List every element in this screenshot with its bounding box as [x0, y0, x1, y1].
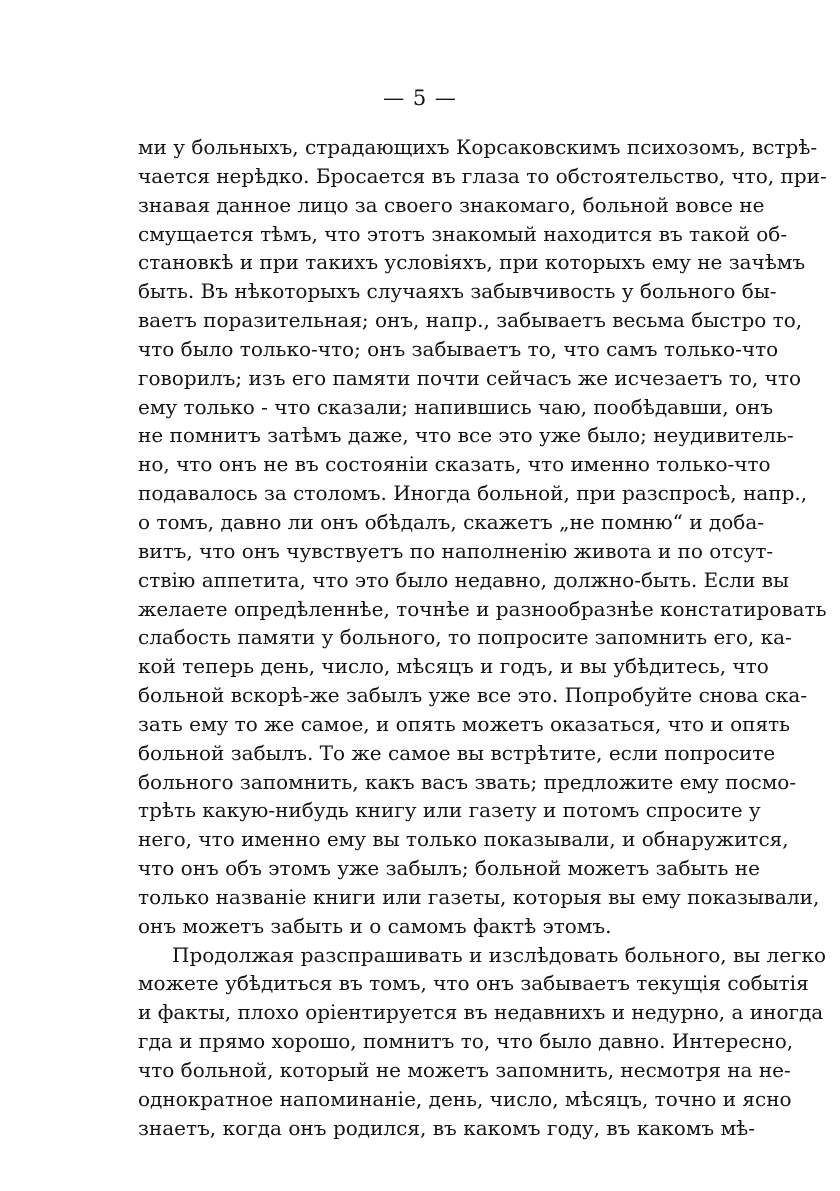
text-line: знавая данное лицо за своего знакомаго, больной вовсе не	[138, 192, 765, 217]
text-line: гда и прямо хорошо, помнитъ то, что было давно. Интересно,	[138, 1029, 794, 1054]
text-line: о томъ, давно ли онъ обѣдалъ, скажетъ „не помню“ и доба-	[138, 509, 765, 534]
text-line: подавалось за столомъ. Иногда больной, при разспросѣ, напр.,	[138, 481, 808, 506]
text-line: витъ, что онъ чувствуетъ по наполненію живота и по отсут-	[138, 538, 774, 563]
paragraph-1	[138, 133, 827, 941]
text-line: быть. Въ нѣкоторыхъ случаяхъ забывчивость у больного бы-	[138, 279, 777, 304]
paragraph-2	[138, 941, 827, 1143]
text-line: можете убѣдиться въ томъ, что онъ забываетъ текущія событія	[138, 971, 809, 996]
text-line: онъ можетъ забыть и о самомъ фактѣ этомъ.	[138, 913, 612, 938]
text-line: ми у больныхъ, страдающихъ Корсаковскимъ психозомъ, встрѣ-	[138, 135, 818, 159]
text-line: зать ему то же самое, и опять можетъ оказаться, что и опять	[138, 711, 791, 736]
body-text	[138, 133, 827, 1143]
text-line: больного запомнить, какъ васъ звать; предложите ему посмо-	[138, 769, 797, 794]
text-line: говорилъ; изъ его памяти почти сейчасъ же исчезаетъ то, что	[138, 365, 801, 390]
text-line: и факты, плохо оріентируется въ недавнихъ и недурно, а иногда	[138, 1000, 824, 1025]
text-line: ствію аппетита, что это было недавно, должно-быть. Если вы	[138, 567, 789, 592]
text-line: становкѣ и при такихъ условіяхъ, при которыхъ ему не зачѣмъ	[138, 250, 806, 275]
text-line: больной вскорѣ-же забылъ уже все это. Попробуйте снова ска-	[138, 683, 808, 708]
text-line: смущается тѣмъ, что этотъ знакомый находится въ такой об-	[138, 221, 788, 246]
text-line: кой теперь день, число, мѣсяцъ и годъ, и вы убѣдитесь, что	[138, 654, 769, 679]
text-line: только названіе книги или газеты, которыя вы ему показывали,	[138, 884, 820, 909]
text-line: трѣть какую-нибудь книгу или газету и потомъ спросите у	[138, 798, 761, 823]
text-line: Продолжая разспрашивать и изслѣдовать больного, вы легко	[172, 942, 827, 967]
text-line: слабость памяти у больного, то попросите запомнить его, ка-	[138, 625, 792, 650]
page-number: — 5 —	[383, 86, 457, 110]
text-line: него, что именно ему вы только показывали, и обнаружится,	[138, 827, 789, 852]
text-line: желаете опредѣленнѣе, точнѣе и разнообразнѣе констатировать	[138, 596, 827, 621]
text-line: больной забылъ. То же самое вы встрѣтите, если попросите	[138, 740, 776, 765]
text-line: что онъ объ этомъ уже забылъ; больной можетъ забыть не	[138, 856, 760, 881]
text-line: ваетъ поразительная; онъ, напр., забываетъ весьма быстро то,	[138, 308, 803, 333]
text-line: однократное напоминаніе, день, число, мѣсяцъ, точно и ясно	[138, 1086, 792, 1111]
text-line: но, что онъ не въ состояніи сказать, что именно только-что	[138, 452, 771, 477]
text-line: чается нерѣдко. Бросается въ глаза то обстоятельство, что, при-	[138, 163, 827, 188]
text-line: знаетъ, когда онъ родился, въ какомъ году, въ какомъ мѣ-	[138, 1115, 755, 1140]
text-line: что было только-что; онъ забываетъ то, что самъ только-что	[138, 336, 779, 361]
text-line: не помнитъ затѣмъ даже, что все это уже было; неудивитель-	[138, 423, 794, 448]
text-line: что больной, который не можетъ запомнить, несмотря на не-	[138, 1058, 791, 1082]
text-line: ему только - что сказали; напившись чаю, пообѣдавши, онъ	[138, 394, 774, 419]
